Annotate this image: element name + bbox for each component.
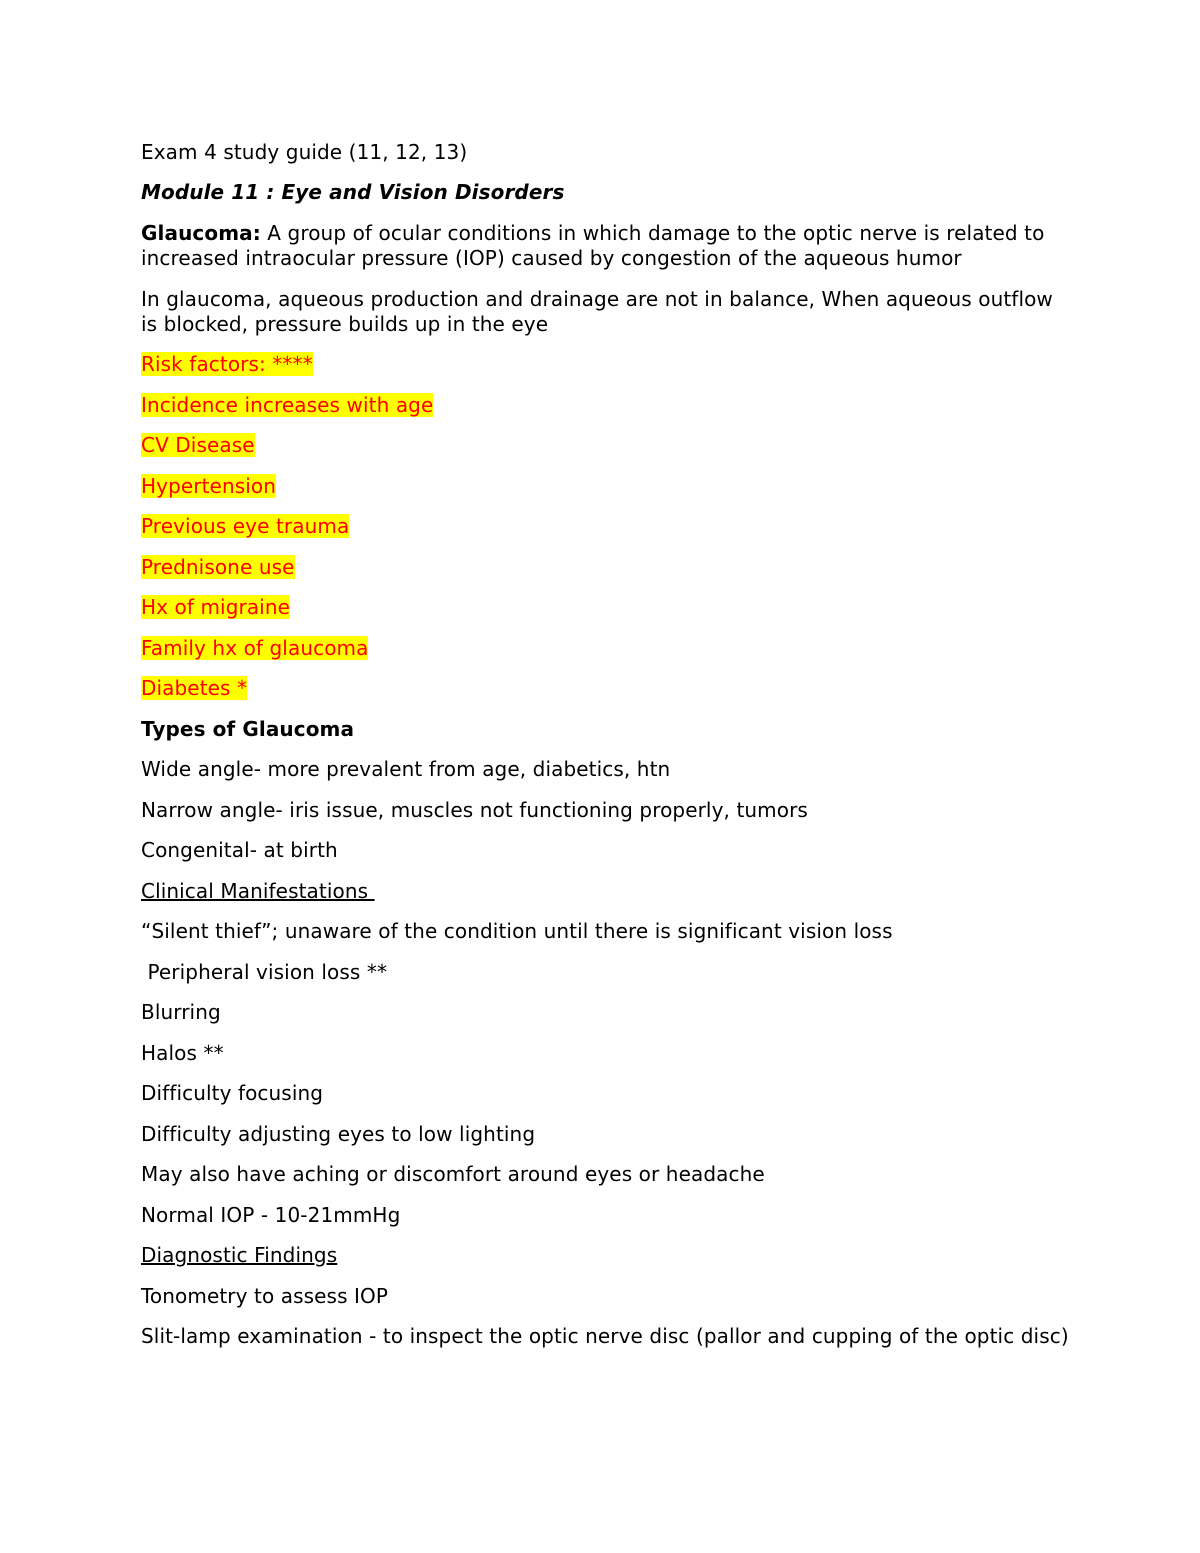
- glaucoma-term: Glaucoma:: [141, 221, 261, 245]
- risk-factors-label-text: Risk factors: ****: [141, 352, 313, 376]
- document-page: [141, 140, 1071, 1365]
- risk-factor-item: [141, 514, 1071, 539]
- clinical-item: Difficulty focusing: [141, 1081, 324, 1105]
- type-item: Congenital- at birth: [141, 838, 338, 862]
- risk-factor-item: [141, 676, 1071, 701]
- risk-factor-item: [141, 393, 1071, 418]
- clinical-item: Blurring: [141, 1000, 221, 1024]
- risk-factor-item: [141, 595, 1071, 620]
- risk-factor-text: Diabetes *: [141, 676, 248, 700]
- type-item: Wide angle- more prevalent from age, diabetics, htn: [141, 757, 671, 781]
- type-item: Narrow angle- iris issue, muscles not functioning properly, tumors: [141, 797, 808, 822]
- risk-factor-text: CV Disease: [141, 433, 255, 457]
- clinical-item: Peripheral vision loss **: [141, 959, 388, 984]
- clinical-item: Difficulty adjusting eyes to low lighting: [141, 1121, 536, 1146]
- risk-factor-text: Incidence increases with age: [141, 392, 434, 417]
- glaucoma-definition-paragraph: [141, 221, 1071, 271]
- glaucoma-balance-paragraph: In glaucoma, aqueous production and drainage are not in balance, When aqueous outflow is blocked, pressure builds up in the eye: [141, 286, 1053, 336]
- risk-factor-item: [141, 474, 1071, 499]
- clinical-item: “Silent thief”; unaware of the condition until there is significant vision loss: [141, 919, 893, 943]
- module-heading: Module 11 : Eye and Vision Disorders: [141, 180, 565, 204]
- risk-factor-text: Hypertension: [141, 473, 277, 498]
- risk-factor-text: Hx of migraine: [141, 595, 291, 619]
- clinical-manifestations-heading: Clinical Manifestations: [141, 878, 375, 903]
- glaucoma-definition-text: A group of ocular conditions in which damage to the optic nerve is related to increased intraocular pressure (IOP) caused by congestion of the aqueous humor: [141, 221, 1045, 270]
- clinical-item: Normal IOP - 10-21mmHg: [141, 1202, 401, 1227]
- diagnostic-item: Slit-lamp examination - to inspect the optic nerve disc (pallor and cupping of the optic disc): [141, 1324, 1069, 1348]
- risk-factor-text: Prednisone use: [141, 554, 295, 579]
- document-title: Exam 4 study guide (11, 12, 13): [141, 140, 468, 164]
- risk-factor-item: [141, 555, 1071, 580]
- diagnostic-item: Tonometry to assess IOP: [141, 1283, 389, 1308]
- risk-factor-text: Previous eye trauma: [141, 514, 350, 538]
- risk-factor-text: Family hx of glaucoma: [141, 635, 369, 660]
- risk-factor-item: [141, 433, 1071, 458]
- risk-factors-label: [141, 352, 1071, 377]
- diagnostic-findings-heading: Diagnostic Findings: [141, 1243, 338, 1267]
- clinical-item: May also have aching or discomfort around eyes or headache: [141, 1162, 765, 1186]
- clinical-item: Halos **: [141, 1040, 224, 1065]
- types-heading: Types of Glaucoma: [141, 716, 355, 741]
- risk-factor-item: [141, 636, 1071, 661]
